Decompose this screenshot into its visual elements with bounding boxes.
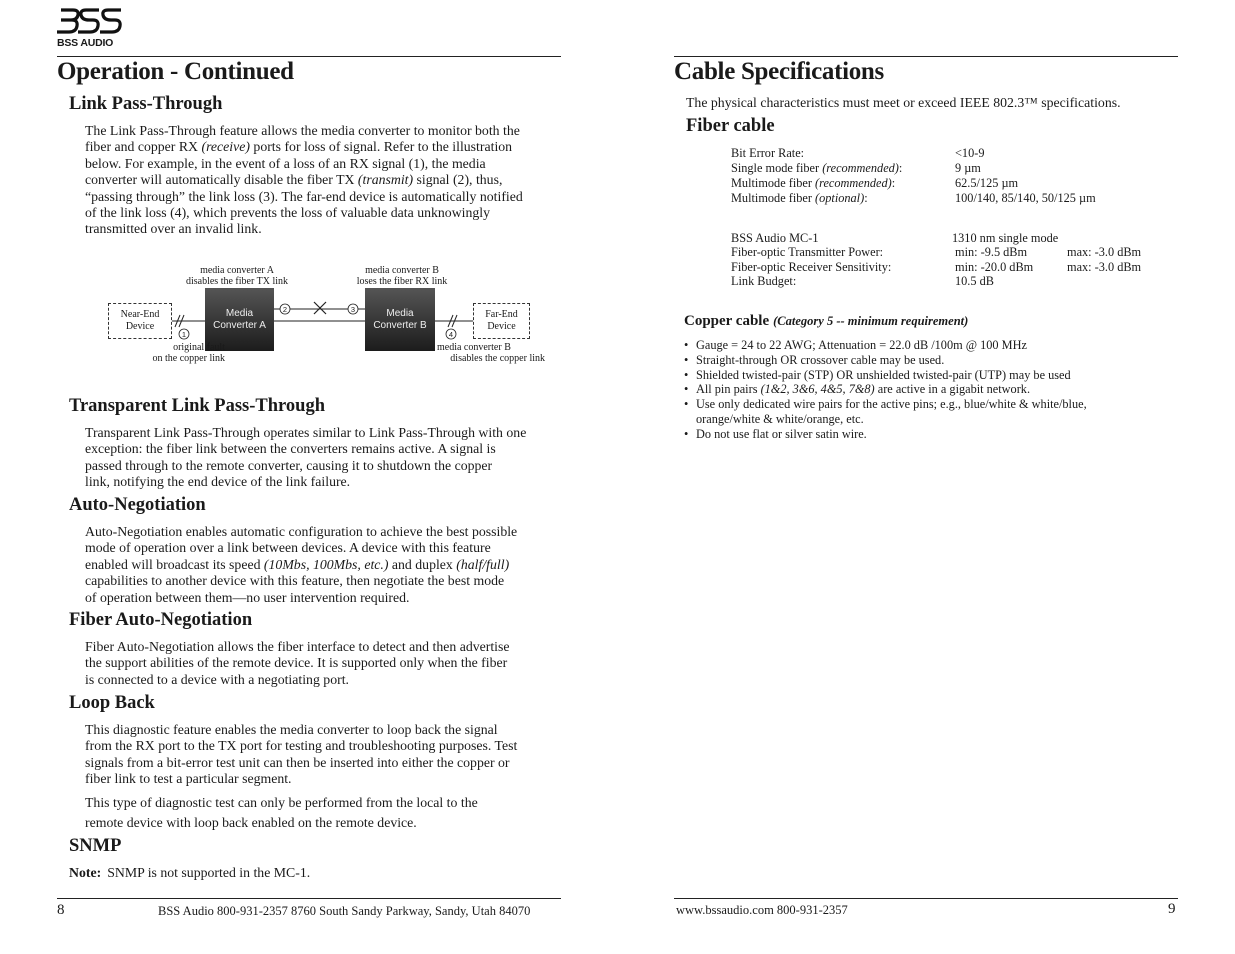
fiber-spec-row (731, 146, 1151, 161)
transparent-link-pass-through-heading: Transparent Link Pass-Through (69, 396, 325, 416)
text-line: remote device with loop back enabled on the remote device. (85, 815, 417, 830)
text-line: exception: the fiber link between the converters remains active. A signal is (85, 441, 496, 457)
spec-min: min: -9.5 dBm (955, 245, 1028, 259)
near-end-device: Near-End Device (108, 303, 172, 339)
text-run: ports for loss of signal. Refer to the illustration (249, 139, 513, 155)
link-pass-through-text (85, 123, 523, 238)
spec-min: 1310 nm single mode (952, 231, 1059, 245)
mc1-spec-row (731, 231, 1171, 245)
mc1-spec-row (731, 274, 1171, 289)
text-line (85, 557, 517, 573)
spec-max: max: -3.0 dBm (1067, 245, 1142, 259)
text-line: transmitted over an invalid link. (85, 221, 262, 237)
spec-max: max: -3.0 dBm (1067, 259, 1142, 274)
link-pass-through-diagram (105, 263, 545, 368)
footer-rule-right (674, 898, 1178, 899)
marker-1: 1 (181, 330, 187, 339)
fiber-cable-heading: Fiber cable (686, 116, 775, 136)
fiber-spec-row (731, 191, 1151, 206)
logo-caption: BSS AUDIO (57, 37, 114, 49)
spec-label-note: (optional) (815, 191, 865, 205)
spec-label: Link Budget: (731, 274, 797, 288)
text-run: All pin pairs (696, 382, 761, 397)
spec-value: 62.5/125 µm (955, 176, 1019, 190)
spec-intro: The physical characteristics must meet or exceed IEEE 802.3™ specifications. (686, 95, 1121, 110)
text-line: Transparent Link Pass-Through operates similar to Link Pass-Through with one (85, 425, 527, 440)
spec-label (731, 146, 804, 161)
text-run: • Use only dedicated wire pairs for the active pins; e.g., blue/white & white/blue, (696, 397, 1087, 412)
spec-label: Fiber-optic Receiver Sensitivity: (731, 259, 892, 274)
text-line: below. For example, in the event of a loss of an RX signal (1), the media (85, 155, 486, 171)
header-rule-left (57, 56, 561, 57)
text-line: Auto-Negotiation enables automatic configuration to achieve the best possible (85, 524, 518, 539)
copper-heading-text: Copper cable (684, 313, 770, 329)
auto-negotiation-text (85, 524, 517, 606)
spec-min: 10.5 dB (955, 274, 994, 288)
copper-bullet (684, 368, 1164, 383)
text-run: signal (2), thus, (413, 172, 503, 188)
marker-4: 4 (448, 330, 454, 339)
note-label: Note: (69, 865, 102, 880)
emphasis: (10Mbs, 100Mbs, etc.) (263, 556, 389, 572)
text-run: are active in a gigabit network. (874, 382, 1031, 397)
spec-label (731, 161, 902, 176)
marker-3: 3 (350, 305, 356, 314)
emphasis: (half/full) (456, 556, 510, 572)
mc1-spec-table (731, 231, 1171, 289)
caption-converter-b: media converter B loses the fiber RX link (356, 265, 448, 287)
marker-2: 2 (282, 305, 288, 314)
spec-label-text: Multimode fiber (731, 176, 816, 190)
text-line: fiber link to test a particular segment. (85, 771, 292, 787)
footer-contact-right: www.bssaudio.com 800-931-2357 (676, 903, 848, 917)
spec-label-text: Single mode fiber (731, 161, 823, 175)
text-line: link, notifying the end device of the link failure. (85, 474, 351, 490)
media-converter-a: Media Converter A (205, 288, 274, 351)
spec-label-text: Multimode fiber (731, 191, 816, 205)
text-line: This type of diagnostic test can only be performed from the local to the (85, 795, 478, 810)
spec-label-text: Bit Error Rate: (731, 146, 805, 160)
text-line: capabilities to another device with this feature, then negotiate the best mode (85, 573, 505, 589)
text-line: mode of operation over a link between devices. A device with this feature (85, 540, 491, 556)
spec-label-colon: : (898, 161, 903, 175)
spec-value: <10-9 (955, 146, 985, 160)
caption-converter-a: media converter A disables the fiber TX link (185, 265, 289, 287)
page-title-right: Cable Specifications (674, 58, 884, 85)
fiber-auto-negotiation-text (85, 639, 510, 688)
caption-disables-copper: media converter B disables the copper link (437, 342, 545, 364)
far-end-device: Far-End Device (473, 303, 530, 339)
auto-negotiation-heading: Auto-Negotiation (69, 495, 206, 515)
spec-label (731, 191, 868, 206)
mc1-spec-row (731, 260, 1171, 275)
text-run: fiber and copper RX (85, 139, 202, 155)
emphasis: (receive) (201, 139, 250, 155)
emphasis: (1&2, 3&6, 4&5, 7&8) (760, 382, 875, 397)
loop-back-text (85, 722, 517, 788)
copper-bullet (684, 338, 1164, 353)
media-converter-b: Media Converter B (365, 288, 435, 351)
text-line: of operation between them—no user intervention required. (85, 589, 410, 605)
mc1-spec-row (731, 245, 1171, 260)
text-run: enabled will broadcast its speed (85, 556, 264, 572)
text-line: This diagnostic feature enables the media converter to loop back the signal (85, 722, 498, 737)
footer-rule-left (57, 898, 561, 899)
fiber-spec-table (731, 146, 1151, 206)
page-title-left: Operation - Continued (57, 58, 294, 85)
loop-back-text-2 (85, 793, 478, 833)
emphasis: (transmit) (357, 172, 414, 188)
copper-bullet (684, 427, 1164, 442)
text-run: • Do not use flat or silver satin wire. (696, 426, 867, 441)
fiber-spec-row (731, 176, 1151, 191)
copper-cable-list (684, 338, 1164, 442)
spec-value: 9 µm (955, 161, 981, 175)
loop-back-heading: Loop Back (69, 693, 155, 713)
bss-logo (57, 7, 125, 49)
spec-label-colon: : (891, 176, 896, 190)
copper-bullet (684, 397, 1164, 427)
link-pass-through-heading: Link Pass-Through (69, 94, 223, 114)
spec-label-note: (recommended) (815, 176, 892, 190)
copper-bullet (684, 382, 1164, 397)
copper-cable-heading (684, 312, 968, 330)
transparent-link-pass-through-text (85, 425, 526, 491)
page-number-left: 8 (57, 902, 65, 918)
text-line: Fiber Auto-Negotiation allows the fiber interface to detect and then advertise (85, 639, 510, 654)
header-rule-right (674, 56, 1178, 57)
text-line (85, 172, 523, 188)
spec-label (731, 176, 895, 191)
text-line: “passing through” the link loss (3). The far-end device is automatically notified (85, 188, 523, 204)
note-text: SNMP is not supported in the MC-1. (107, 865, 311, 880)
footer-contact-left: BSS Audio 800-931-2357 8760 South Sandy Parkway, Sandy, Utah 84070 (158, 904, 531, 918)
fiber-break-icon (314, 302, 326, 314)
text-line: The Link Pass-Through feature allows the media converter to monitor both the (85, 123, 520, 138)
spec-label: BSS Audio MC-1 (731, 231, 819, 245)
text-run: • Shielded twisted-pair (STP) OR unshielded twisted-pair (UTP) may be used (696, 367, 1071, 382)
spec-label: Fiber-optic Transmitter Power: (731, 245, 884, 259)
page-number-right: 9 (1168, 901, 1176, 917)
spec-label-colon: : (864, 191, 868, 205)
spec-label-note: (recommended) (822, 161, 899, 175)
text-line: from the RX port to the TX port for testing and troubleshooting purposes. Test (85, 738, 518, 754)
text-run: converter will automatically disable the fiber TX (85, 172, 358, 188)
text-run: orange/white & white/orange, etc. (696, 411, 864, 426)
bss-logo-icon (57, 7, 123, 37)
text-line (85, 139, 523, 155)
text-run: • Gauge = 24 to 22 AWG; Attenuation = 22.0 dB /100m @ 100 MHz (696, 338, 1027, 352)
spec-value: 100/140, 85/140, 50/125 µm (955, 191, 1096, 205)
text-line: passed through to the remote converter, causing it to shutdown the copper (85, 457, 493, 473)
text-line: is connected to a device with a negotiating port. (85, 671, 349, 687)
fiber-spec-row (731, 161, 1151, 176)
snmp-note (69, 865, 310, 881)
snmp-heading: SNMP (69, 836, 122, 856)
text-run: and duplex (388, 556, 457, 572)
spec-min: min: -20.0 dBm (955, 259, 1034, 274)
text-line: signals from a bit-error test unit can then be inserted into either the copper or (85, 754, 510, 770)
copper-bullet (684, 353, 1164, 368)
text-run: • Straight-through OR crossover cable may be used. (696, 352, 945, 367)
copper-heading-sub: (Category 5 -- minimum requirement) (773, 314, 969, 328)
text-line: the support abilities of the remote device. It is supported only when the fiber (85, 655, 508, 671)
text-line: of the link loss (4), which prevents the loss of valuable data unknowingly (85, 205, 491, 221)
fiber-auto-negotiation-heading: Fiber Auto-Negotiation (69, 610, 253, 630)
caption-original-fault: original fault on the copper link (152, 342, 225, 364)
